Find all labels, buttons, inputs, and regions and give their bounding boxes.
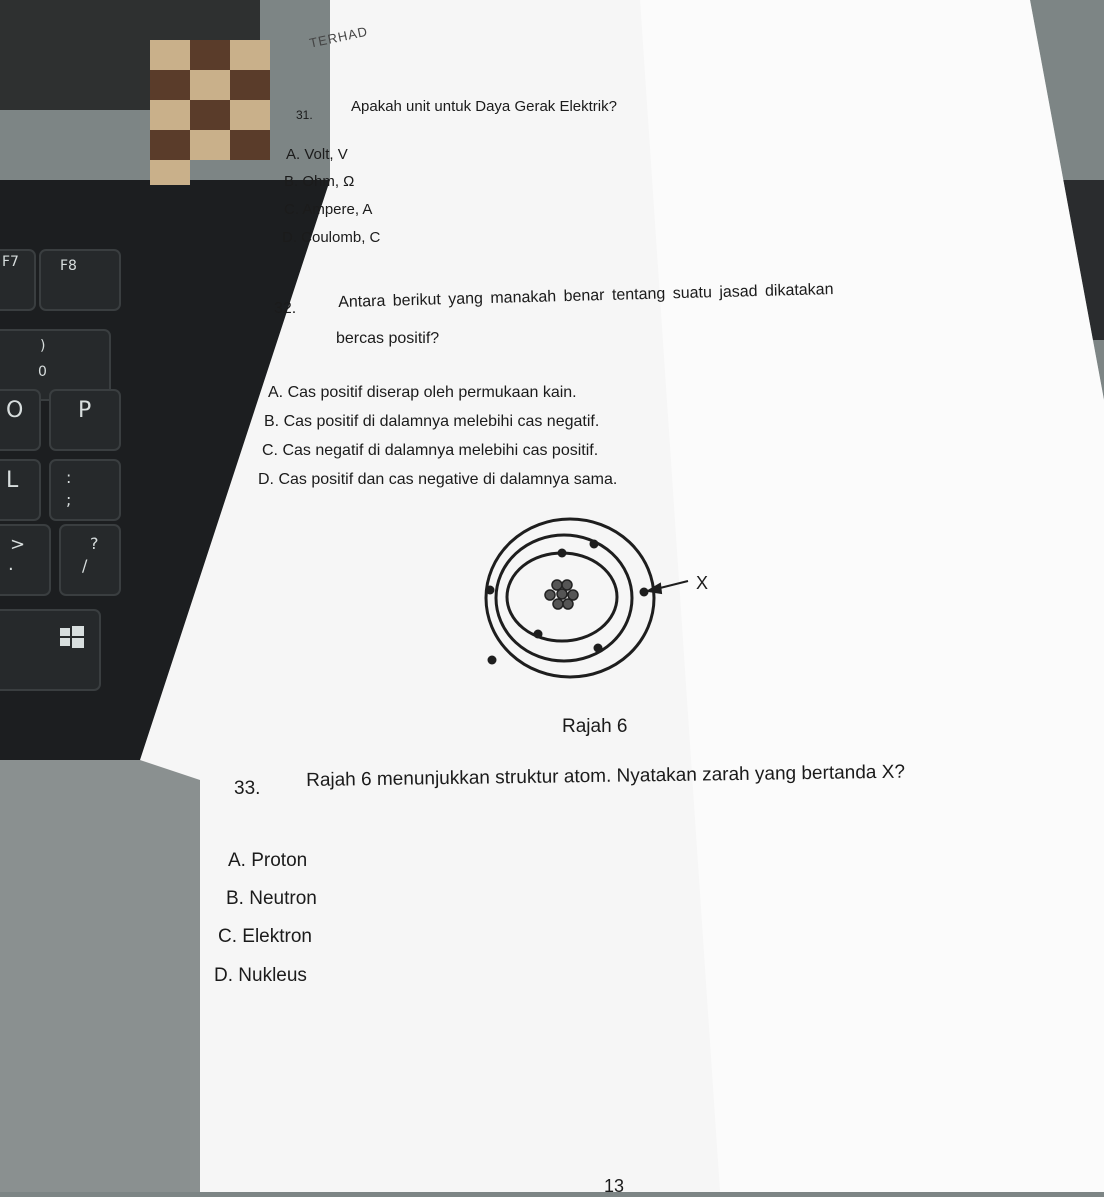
windows-key-icon (60, 626, 84, 648)
key-legend: ? (90, 534, 99, 553)
question-number: 32. (274, 300, 297, 317)
option-d: D. Coulomb, C (282, 229, 381, 246)
arrow-to-x (648, 581, 688, 593)
key-legend: F8 (60, 258, 77, 274)
key-legend: ) (40, 338, 46, 354)
nucleus (545, 580, 578, 609)
key-legend: / (82, 556, 88, 575)
key-legend: L (6, 468, 19, 493)
question-number: 31. (296, 108, 313, 122)
page-number: 13 (604, 1176, 625, 1196)
option-a: A. Cas positif diserap oleh permukaan kain. (268, 384, 577, 401)
option-c: C. Ampere, A (284, 201, 373, 218)
option-b: B. Ohm, Ω (284, 173, 355, 190)
question-text-line-2: bercas positif? (336, 330, 440, 347)
option-a: A. Volt, V (286, 146, 348, 163)
key-legend: 0 (38, 364, 47, 380)
key-legend: F7 (2, 254, 19, 270)
marker-label-x: X (696, 573, 709, 593)
option-c: C. Elektron (218, 926, 312, 947)
header-stamp: TERHAD (308, 23, 370, 51)
key-legend: . (8, 554, 14, 575)
question-number: 33. (234, 778, 261, 799)
key-legend: > (10, 534, 26, 555)
question-text: Apakah unit untuk Daya Gerak Elektrik? (351, 98, 617, 115)
key-legend: ; (66, 490, 72, 509)
key-legend: : (66, 468, 72, 487)
option-b: B. Cas positif di dalamnya melebihi cas negatif. (264, 413, 600, 430)
option-a: A. Proton (228, 850, 308, 871)
option-b: B. Neutron (226, 888, 317, 909)
option-c: C. Cas negatif di dalamnya melebihi cas positif. (262, 442, 599, 459)
figure-caption: Rajah 6 (562, 716, 628, 737)
key-legend: P (78, 398, 92, 423)
option-d: D. Cas positif dan cas negative di dalamnya sama. (258, 471, 618, 488)
atom-diagram (480, 515, 740, 690)
option-d: D. Nukleus (214, 965, 307, 986)
key-legend: O (6, 398, 24, 423)
question-text: Rajah 6 menunjukkan struktur atom. Nyatakan zarah yang bertanda X? (306, 761, 906, 791)
question-text-line-1: Antara berikut yang manakah benar tentang suatu jasad dikatakan (338, 281, 834, 311)
